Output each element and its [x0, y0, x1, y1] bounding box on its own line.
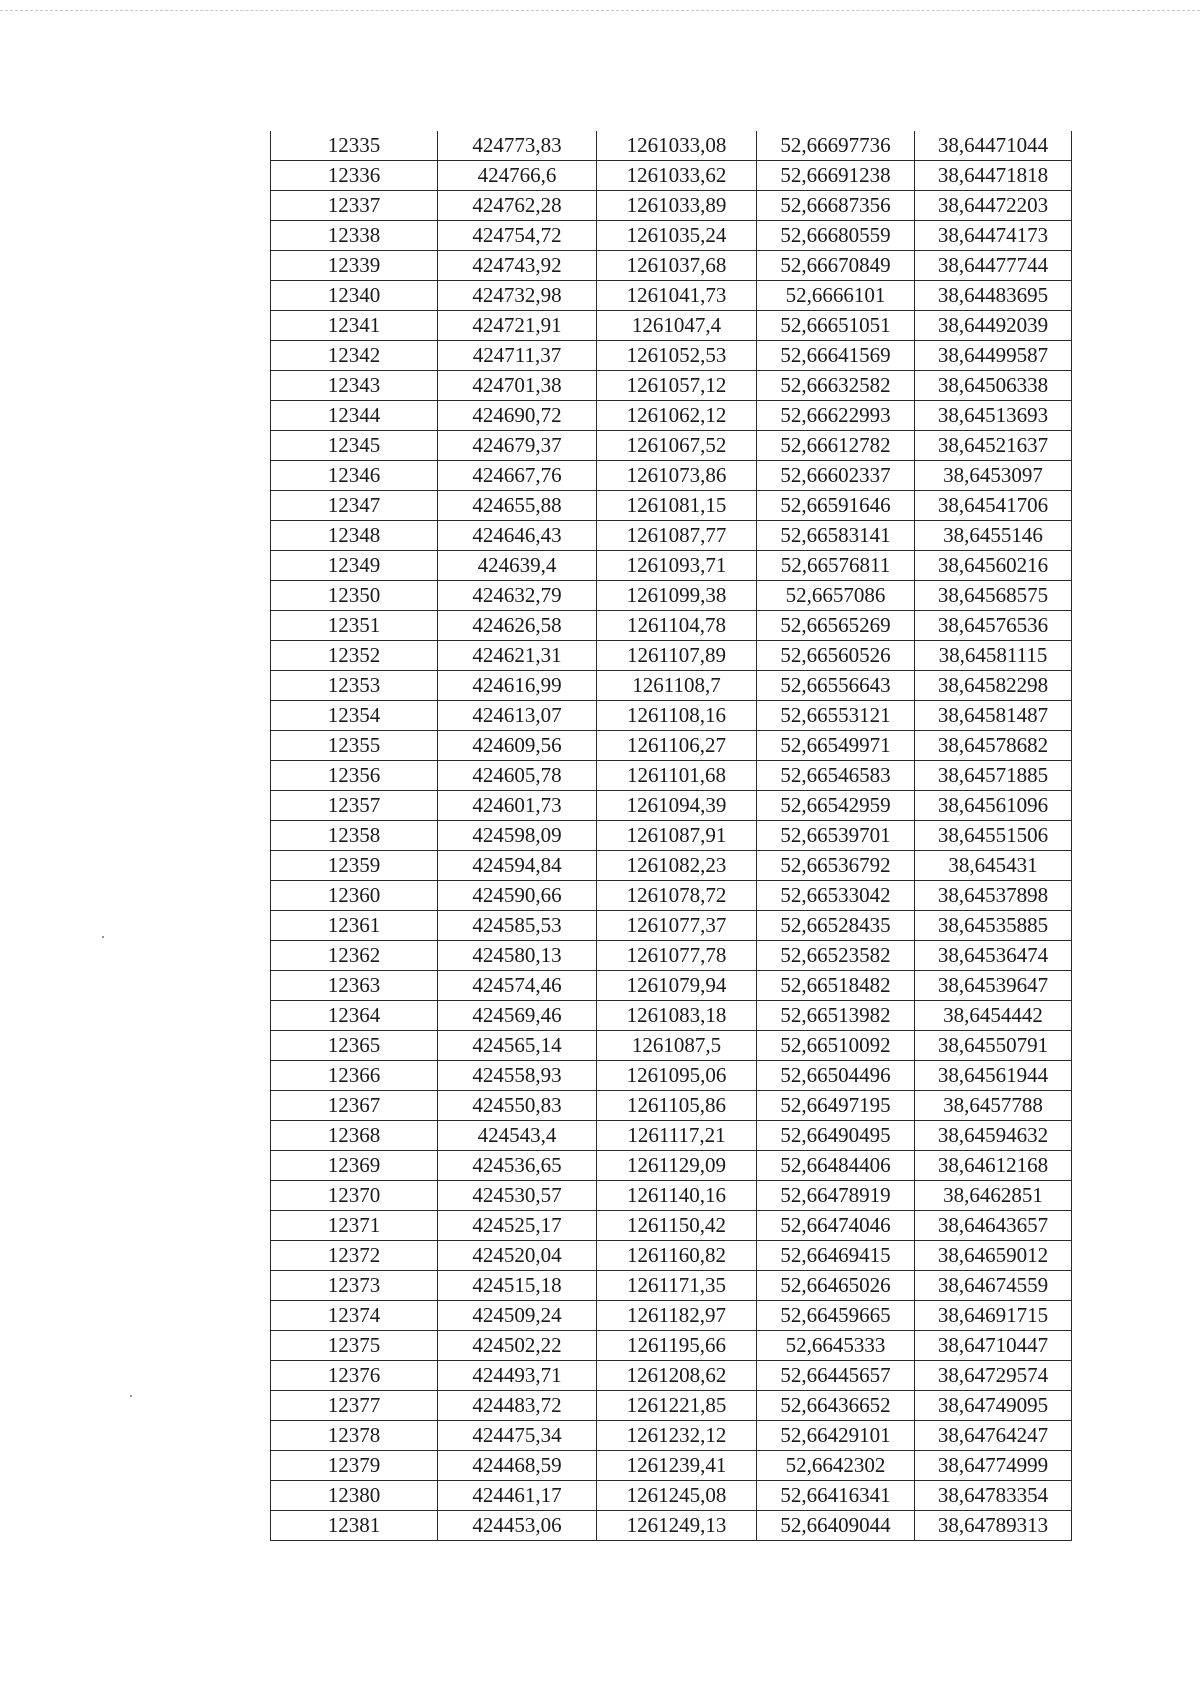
- scan-speck: [130, 1395, 132, 1397]
- y-coordinate-cell: 1261239,41: [597, 1451, 757, 1481]
- longitude-cell: 38,64578682: [915, 731, 1072, 761]
- table-row: [271, 431, 1072, 461]
- y-coordinate-cell: 1261117,21: [597, 1121, 757, 1151]
- x-coordinate-cell: 424639,4: [438, 551, 597, 581]
- x-coordinate-cell: 424493,71: [438, 1361, 597, 1391]
- y-coordinate-cell: 1261232,12: [597, 1421, 757, 1451]
- point-number-cell: 12366: [271, 1061, 438, 1091]
- x-coordinate-cell: 424646,43: [438, 521, 597, 551]
- x-coordinate-cell: 424585,53: [438, 911, 597, 941]
- y-coordinate-cell: 1261087,5: [597, 1031, 757, 1061]
- x-coordinate-cell: 424468,59: [438, 1451, 597, 1481]
- table-row: [271, 641, 1072, 671]
- point-number-cell: 12346: [271, 461, 438, 491]
- longitude-cell: 38,64539647: [915, 971, 1072, 1001]
- table-row: [271, 1451, 1072, 1481]
- point-number-cell: 12344: [271, 401, 438, 431]
- point-number-cell: 12340: [271, 281, 438, 311]
- x-coordinate-cell: 424613,07: [438, 701, 597, 731]
- x-coordinate-cell: 424766,6: [438, 161, 597, 191]
- table-row: [271, 731, 1072, 761]
- table-row: [271, 1331, 1072, 1361]
- x-coordinate-cell: 424711,37: [438, 341, 597, 371]
- table-row: [271, 881, 1072, 911]
- longitude-cell: 38,64483695: [915, 281, 1072, 311]
- scan-speck: [102, 936, 104, 938]
- point-number-cell: 12375: [271, 1331, 438, 1361]
- latitude-cell: 52,66445657: [757, 1361, 915, 1391]
- table-row: [271, 251, 1072, 281]
- latitude-cell: 52,66602337: [757, 461, 915, 491]
- y-coordinate-cell: 1261033,62: [597, 161, 757, 191]
- x-coordinate-cell: 424732,98: [438, 281, 597, 311]
- point-number-cell: 12345: [271, 431, 438, 461]
- x-coordinate-cell: 424509,24: [438, 1301, 597, 1331]
- y-coordinate-cell: 1261105,86: [597, 1091, 757, 1121]
- longitude-cell: 38,64571885: [915, 761, 1072, 791]
- y-coordinate-cell: 1261108,7: [597, 671, 757, 701]
- point-number-cell: 12352: [271, 641, 438, 671]
- x-coordinate-cell: 424543,4: [438, 1121, 597, 1151]
- table-row: [271, 191, 1072, 221]
- table-row: [271, 221, 1072, 251]
- longitude-cell: 38,64560216: [915, 551, 1072, 581]
- latitude-cell: 52,66553121: [757, 701, 915, 731]
- y-coordinate-cell: 1261052,53: [597, 341, 757, 371]
- longitude-cell: 38,64594632: [915, 1121, 1072, 1151]
- x-coordinate-cell: 424594,84: [438, 851, 597, 881]
- latitude-cell: 52,66416341: [757, 1481, 915, 1511]
- table-row: [271, 851, 1072, 881]
- y-coordinate-cell: 1261082,23: [597, 851, 757, 881]
- point-number-cell: 12363: [271, 971, 438, 1001]
- latitude-cell: 52,66576811: [757, 551, 915, 581]
- x-coordinate-cell: 424574,46: [438, 971, 597, 1001]
- point-number-cell: 12355: [271, 731, 438, 761]
- table-row: [271, 1481, 1072, 1511]
- longitude-cell: 38,64513693: [915, 401, 1072, 431]
- table-row: [271, 281, 1072, 311]
- longitude-cell: 38,64749095: [915, 1391, 1072, 1421]
- longitude-cell: 38,64582298: [915, 671, 1072, 701]
- x-coordinate-cell: 424762,28: [438, 191, 597, 221]
- latitude-cell: 52,6645333: [757, 1331, 915, 1361]
- y-coordinate-cell: 1261041,73: [597, 281, 757, 311]
- latitude-cell: 52,66465026: [757, 1271, 915, 1301]
- table-row: [271, 1121, 1072, 1151]
- y-coordinate-cell: 1261150,42: [597, 1211, 757, 1241]
- x-coordinate-cell: 424626,58: [438, 611, 597, 641]
- table-row: [271, 791, 1072, 821]
- y-coordinate-cell: 1261140,16: [597, 1181, 757, 1211]
- table-row: [271, 1361, 1072, 1391]
- y-coordinate-cell: 1261083,18: [597, 1001, 757, 1031]
- longitude-cell: 38,64474173: [915, 221, 1072, 251]
- x-coordinate-cell: 424743,92: [438, 251, 597, 281]
- table-row: [271, 1391, 1072, 1421]
- longitude-cell: 38,64536474: [915, 941, 1072, 971]
- y-coordinate-cell: 1261087,77: [597, 521, 757, 551]
- point-number-cell: 12341: [271, 311, 438, 341]
- x-coordinate-cell: 424525,17: [438, 1211, 597, 1241]
- x-coordinate-cell: 424558,93: [438, 1061, 597, 1091]
- longitude-cell: 38,6457788: [915, 1091, 1072, 1121]
- point-number-cell: 12336: [271, 161, 438, 191]
- latitude-cell: 52,66536792: [757, 851, 915, 881]
- table-row: [271, 1061, 1072, 1091]
- table-row: [271, 491, 1072, 521]
- x-coordinate-cell: 424475,34: [438, 1421, 597, 1451]
- longitude-cell: 38,64576536: [915, 611, 1072, 641]
- y-coordinate-cell: 1261087,91: [597, 821, 757, 851]
- x-coordinate-cell: 424609,56: [438, 731, 597, 761]
- latitude-cell: 52,6642302: [757, 1451, 915, 1481]
- x-coordinate-cell: 424520,04: [438, 1241, 597, 1271]
- longitude-cell: 38,64710447: [915, 1331, 1072, 1361]
- longitude-cell: 38,64581487: [915, 701, 1072, 731]
- point-number-cell: 12380: [271, 1481, 438, 1511]
- longitude-cell: 38,6454442: [915, 1001, 1072, 1031]
- x-coordinate-cell: 424773,83: [438, 131, 597, 161]
- table-row: [271, 1271, 1072, 1301]
- longitude-cell: 38,64521637: [915, 431, 1072, 461]
- y-coordinate-cell: 1261249,13: [597, 1511, 757, 1541]
- point-number-cell: 12374: [271, 1301, 438, 1331]
- latitude-cell: 52,66641569: [757, 341, 915, 371]
- longitude-cell: 38,64477744: [915, 251, 1072, 281]
- y-coordinate-cell: 1261208,62: [597, 1361, 757, 1391]
- coordinates-table: [270, 131, 1072, 1541]
- point-number-cell: 12371: [271, 1211, 438, 1241]
- latitude-cell: 52,66523582: [757, 941, 915, 971]
- x-coordinate-cell: 424632,79: [438, 581, 597, 611]
- table-row: [271, 1241, 1072, 1271]
- y-coordinate-cell: 1261057,12: [597, 371, 757, 401]
- x-coordinate-cell: 424667,76: [438, 461, 597, 491]
- latitude-cell: 52,66687356: [757, 191, 915, 221]
- latitude-cell: 52,66518482: [757, 971, 915, 1001]
- latitude-cell: 52,66478919: [757, 1181, 915, 1211]
- point-number-cell: 12348: [271, 521, 438, 551]
- longitude-cell: 38,64729574: [915, 1361, 1072, 1391]
- latitude-cell: 52,66612782: [757, 431, 915, 461]
- longitude-cell: 38,64568575: [915, 581, 1072, 611]
- y-coordinate-cell: 1261182,97: [597, 1301, 757, 1331]
- point-number-cell: 12361: [271, 911, 438, 941]
- longitude-cell: 38,64612168: [915, 1151, 1072, 1181]
- latitude-cell: 52,66497195: [757, 1091, 915, 1121]
- point-number-cell: 12354: [271, 701, 438, 731]
- point-number-cell: 12362: [271, 941, 438, 971]
- table-row: [271, 521, 1072, 551]
- point-number-cell: 12376: [271, 1361, 438, 1391]
- coordinates-table-body: [271, 131, 1072, 1541]
- longitude-cell: 38,645431: [915, 851, 1072, 881]
- x-coordinate-cell: 424605,78: [438, 761, 597, 791]
- table-row: [271, 941, 1072, 971]
- y-coordinate-cell: 1261033,89: [597, 191, 757, 221]
- table-row: [271, 971, 1072, 1001]
- longitude-cell: 38,64764247: [915, 1421, 1072, 1451]
- longitude-cell: 38,64535885: [915, 911, 1072, 941]
- latitude-cell: 52,66565269: [757, 611, 915, 641]
- latitude-cell: 52,66474046: [757, 1211, 915, 1241]
- y-coordinate-cell: 1261160,82: [597, 1241, 757, 1271]
- x-coordinate-cell: 424701,38: [438, 371, 597, 401]
- y-coordinate-cell: 1261081,15: [597, 491, 757, 521]
- y-coordinate-cell: 1261077,78: [597, 941, 757, 971]
- latitude-cell: 52,66469415: [757, 1241, 915, 1271]
- latitude-cell: 52,66504496: [757, 1061, 915, 1091]
- latitude-cell: 52,66691238: [757, 161, 915, 191]
- point-number-cell: 12372: [271, 1241, 438, 1271]
- y-coordinate-cell: 1261108,16: [597, 701, 757, 731]
- point-number-cell: 12353: [271, 671, 438, 701]
- latitude-cell: 52,66539701: [757, 821, 915, 851]
- latitude-cell: 52,66632582: [757, 371, 915, 401]
- point-number-cell: 12373: [271, 1271, 438, 1301]
- latitude-cell: 52,66409044: [757, 1511, 915, 1541]
- x-coordinate-cell: 424580,13: [438, 941, 597, 971]
- point-number-cell: 12350: [271, 581, 438, 611]
- x-coordinate-cell: 424601,73: [438, 791, 597, 821]
- table-row: [271, 1031, 1072, 1061]
- x-coordinate-cell: 424569,46: [438, 1001, 597, 1031]
- point-number-cell: 12379: [271, 1451, 438, 1481]
- y-coordinate-cell: 1261221,85: [597, 1391, 757, 1421]
- longitude-cell: 38,64551506: [915, 821, 1072, 851]
- x-coordinate-cell: 424483,72: [438, 1391, 597, 1421]
- point-number-cell: 12351: [271, 611, 438, 641]
- table-row: [271, 1301, 1072, 1331]
- x-coordinate-cell: 424754,72: [438, 221, 597, 251]
- y-coordinate-cell: 1261104,78: [597, 611, 757, 641]
- latitude-cell: 52,66429101: [757, 1421, 915, 1451]
- longitude-cell: 38,64561096: [915, 791, 1072, 821]
- longitude-cell: 38,64783354: [915, 1481, 1072, 1511]
- point-number-cell: 12365: [271, 1031, 438, 1061]
- point-number-cell: 12358: [271, 821, 438, 851]
- latitude-cell: 52,66560526: [757, 641, 915, 671]
- latitude-cell: 52,66490495: [757, 1121, 915, 1151]
- longitude-cell: 38,64472203: [915, 191, 1072, 221]
- point-number-cell: 12357: [271, 791, 438, 821]
- table-row: [271, 611, 1072, 641]
- y-coordinate-cell: 1261171,35: [597, 1271, 757, 1301]
- latitude-cell: 52,66436652: [757, 1391, 915, 1421]
- latitude-cell: 52,66484406: [757, 1151, 915, 1181]
- table-row: [271, 161, 1072, 191]
- point-number-cell: 12381: [271, 1511, 438, 1541]
- y-coordinate-cell: 1261079,94: [597, 971, 757, 1001]
- latitude-cell: 52,6666101: [757, 281, 915, 311]
- longitude-cell: 38,64499587: [915, 341, 1072, 371]
- x-coordinate-cell: 424515,18: [438, 1271, 597, 1301]
- x-coordinate-cell: 424690,72: [438, 401, 597, 431]
- x-coordinate-cell: 424655,88: [438, 491, 597, 521]
- table-row: [271, 1211, 1072, 1241]
- table-row: [271, 911, 1072, 941]
- point-number-cell: 12343: [271, 371, 438, 401]
- x-coordinate-cell: 424721,91: [438, 311, 597, 341]
- y-coordinate-cell: 1261047,4: [597, 311, 757, 341]
- latitude-cell: 52,66556643: [757, 671, 915, 701]
- latitude-cell: 52,66510092: [757, 1031, 915, 1061]
- longitude-cell: 38,6455146: [915, 521, 1072, 551]
- latitude-cell: 52,66670849: [757, 251, 915, 281]
- y-coordinate-cell: 1261195,66: [597, 1331, 757, 1361]
- table-row: [271, 1091, 1072, 1121]
- y-coordinate-cell: 1261067,52: [597, 431, 757, 461]
- longitude-cell: 38,64471818: [915, 161, 1072, 191]
- x-coordinate-cell: 424536,65: [438, 1151, 597, 1181]
- y-coordinate-cell: 1261037,68: [597, 251, 757, 281]
- y-coordinate-cell: 1261093,71: [597, 551, 757, 581]
- x-coordinate-cell: 424679,37: [438, 431, 597, 461]
- longitude-cell: 38,64541706: [915, 491, 1072, 521]
- latitude-cell: 52,66533042: [757, 881, 915, 911]
- y-coordinate-cell: 1261245,08: [597, 1481, 757, 1511]
- x-coordinate-cell: 424453,06: [438, 1511, 597, 1541]
- longitude-cell: 38,64789313: [915, 1511, 1072, 1541]
- latitude-cell: 52,66622993: [757, 401, 915, 431]
- longitude-cell: 38,64506338: [915, 371, 1072, 401]
- x-coordinate-cell: 424616,99: [438, 671, 597, 701]
- point-number-cell: 12339: [271, 251, 438, 281]
- x-coordinate-cell: 424550,83: [438, 1091, 597, 1121]
- y-coordinate-cell: 1261033,08: [597, 131, 757, 161]
- table-row: [271, 371, 1072, 401]
- point-number-cell: 12356: [271, 761, 438, 791]
- latitude-cell: 52,66542959: [757, 791, 915, 821]
- point-number-cell: 12359: [271, 851, 438, 881]
- longitude-cell: 38,64492039: [915, 311, 1072, 341]
- table-row: [271, 701, 1072, 731]
- longitude-cell: 38,64561944: [915, 1061, 1072, 1091]
- longitude-cell: 38,64643657: [915, 1211, 1072, 1241]
- table-row: [271, 131, 1072, 161]
- scan-edge-line: [0, 10, 1200, 11]
- table-row: [271, 1151, 1072, 1181]
- longitude-cell: 38,64550791: [915, 1031, 1072, 1061]
- point-number-cell: 12347: [271, 491, 438, 521]
- x-coordinate-cell: 424621,31: [438, 641, 597, 671]
- longitude-cell: 38,64774999: [915, 1451, 1072, 1481]
- table-row: [271, 1511, 1072, 1541]
- table-row: [271, 581, 1072, 611]
- latitude-cell: 52,66459665: [757, 1301, 915, 1331]
- y-coordinate-cell: 1261078,72: [597, 881, 757, 911]
- latitude-cell: 52,6657086: [757, 581, 915, 611]
- table-row: [271, 551, 1072, 581]
- table-row: [271, 461, 1072, 491]
- x-coordinate-cell: 424590,66: [438, 881, 597, 911]
- y-coordinate-cell: 1261077,37: [597, 911, 757, 941]
- table-row: [271, 1181, 1072, 1211]
- latitude-cell: 52,66591646: [757, 491, 915, 521]
- latitude-cell: 52,66549971: [757, 731, 915, 761]
- latitude-cell: 52,66528435: [757, 911, 915, 941]
- point-number-cell: 12378: [271, 1421, 438, 1451]
- table-row: [271, 821, 1072, 851]
- point-number-cell: 12349: [271, 551, 438, 581]
- point-number-cell: 12337: [271, 191, 438, 221]
- longitude-cell: 38,64691715: [915, 1301, 1072, 1331]
- point-number-cell: 12368: [271, 1121, 438, 1151]
- x-coordinate-cell: 424502,22: [438, 1331, 597, 1361]
- x-coordinate-cell: 424461,17: [438, 1481, 597, 1511]
- y-coordinate-cell: 1261062,12: [597, 401, 757, 431]
- point-number-cell: 12335: [271, 131, 438, 161]
- table-row: [271, 401, 1072, 431]
- y-coordinate-cell: 1261107,89: [597, 641, 757, 671]
- point-number-cell: 12338: [271, 221, 438, 251]
- point-number-cell: 12370: [271, 1181, 438, 1211]
- y-coordinate-cell: 1261106,27: [597, 731, 757, 761]
- x-coordinate-cell: 424530,57: [438, 1181, 597, 1211]
- longitude-cell: 38,64674559: [915, 1271, 1072, 1301]
- table-row: [271, 1001, 1072, 1031]
- point-number-cell: 12360: [271, 881, 438, 911]
- latitude-cell: 52,66680559: [757, 221, 915, 251]
- latitude-cell: 52,66697736: [757, 131, 915, 161]
- y-coordinate-cell: 1261129,09: [597, 1151, 757, 1181]
- y-coordinate-cell: 1261101,68: [597, 761, 757, 791]
- longitude-cell: 38,64659012: [915, 1241, 1072, 1271]
- table-row: [271, 761, 1072, 791]
- table-row: [271, 341, 1072, 371]
- table-row: [271, 311, 1072, 341]
- latitude-cell: 52,66583141: [757, 521, 915, 551]
- latitude-cell: 52,66513982: [757, 1001, 915, 1031]
- x-coordinate-cell: 424598,09: [438, 821, 597, 851]
- point-number-cell: 12364: [271, 1001, 438, 1031]
- longitude-cell: 38,64537898: [915, 881, 1072, 911]
- y-coordinate-cell: 1261099,38: [597, 581, 757, 611]
- y-coordinate-cell: 1261094,39: [597, 791, 757, 821]
- point-number-cell: 12367: [271, 1091, 438, 1121]
- longitude-cell: 38,6462851: [915, 1181, 1072, 1211]
- y-coordinate-cell: 1261095,06: [597, 1061, 757, 1091]
- y-coordinate-cell: 1261073,86: [597, 461, 757, 491]
- latitude-cell: 52,66651051: [757, 311, 915, 341]
- table-row: [271, 1421, 1072, 1451]
- longitude-cell: 38,64471044: [915, 131, 1072, 161]
- longitude-cell: 38,6453097: [915, 461, 1072, 491]
- point-number-cell: 12342: [271, 341, 438, 371]
- point-number-cell: 12369: [271, 1151, 438, 1181]
- table-row: [271, 671, 1072, 701]
- y-coordinate-cell: 1261035,24: [597, 221, 757, 251]
- latitude-cell: 52,66546583: [757, 761, 915, 791]
- longitude-cell: 38,64581115: [915, 641, 1072, 671]
- x-coordinate-cell: 424565,14: [438, 1031, 597, 1061]
- point-number-cell: 12377: [271, 1391, 438, 1421]
